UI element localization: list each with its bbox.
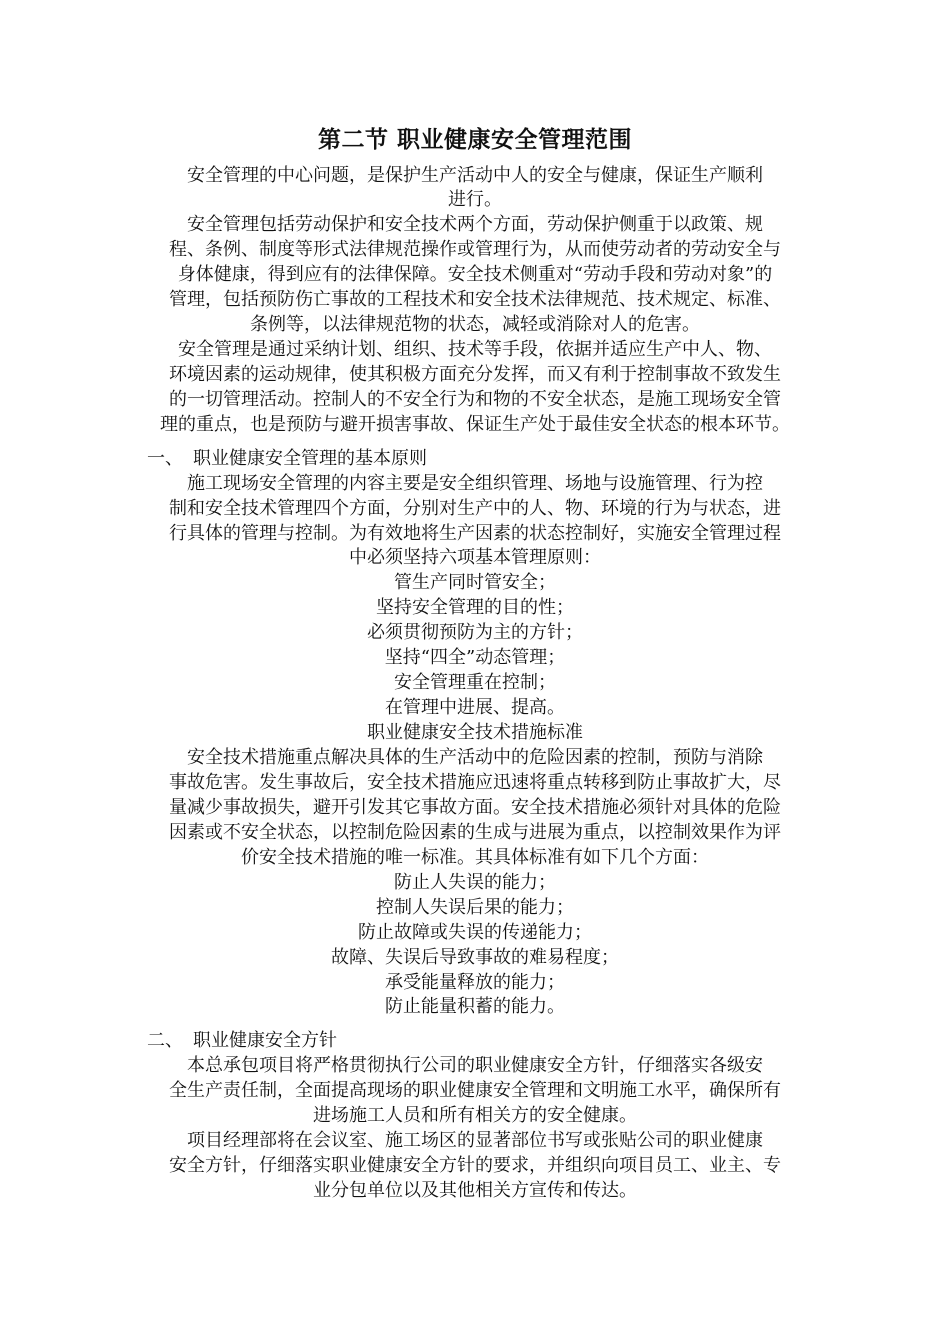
text-line: 安全技术措施重点解决具体的生产活动中的危险因素的控制，预防与消除 [187, 747, 763, 768]
text-line: 安全方针，仔细落实职业健康安全方针的要求，并组织向项目员工、业主、专 [169, 1155, 781, 1176]
text-line: 理的重点，也是预防与避开损害事故、保证生产处于最佳安全状态的根本环节。 [160, 414, 790, 435]
subheading: 职业健康安全技术措施标准 [367, 722, 583, 743]
text-line: 进场施工人员和所有相关方的安全健康。 [313, 1105, 637, 1126]
text-line: 管理，包括预防伤亡事故的工程技术和安全技术法律规范、技术规定、标准、 [169, 289, 781, 310]
text-line: 的一切管理活动。控制人的不安全行为和物的不安全状态，是施工现场安全管 [169, 389, 781, 410]
list-item: 控制人失误后果的能力； [376, 897, 574, 918]
text-line: 行具体的管理与控制。为有效地将生产因素的状态控制好，实施安全管理过程 [169, 523, 781, 544]
text-line: 量减少事故损失，避开引发其它事故方面。安全技术措施必须针对具体的危险 [169, 797, 781, 818]
section-heading-text: 职业健康安全方针 [193, 1030, 337, 1051]
text-line: 制和安全技术管理四个方面，分别对生产中的人、物、环境的行为与状态，进 [169, 498, 781, 519]
list-item: 承受能量释放的能力； [385, 972, 565, 993]
text-line: 价安全技术措施的唯一标准。其具体标准有如下几个方面： [241, 847, 709, 868]
list-item: 故障、失误后导致事故的难易程度； [331, 947, 619, 968]
section-heading-2 [147, 1029, 337, 1053]
list-item: 管生产同时管安全； [394, 572, 556, 593]
list-item: 安全管理重在控制； [394, 672, 556, 693]
text-line: 安全管理包括劳动保护和安全技术两个方面，劳动保护侧重于以政策、规 [187, 214, 763, 235]
list-item: 防止能量积蓄的能力。 [385, 996, 565, 1017]
text-line: 条例等，以法律规范物的状态，减轻或消除对人的危害。 [250, 314, 700, 335]
list-item: 防止故障或失误的传递能力； [358, 922, 592, 943]
text-line: 本总承包项目将严格贯彻执行公司的职业健康安全方针，仔细落实各级安 [187, 1055, 763, 1076]
section-heading-1 [147, 447, 427, 471]
list-item: 坚持“四全”动态管理； [384, 647, 566, 668]
text-line: 程、条例、制度等形式法律规范操作或管理行为，从而使劳动者的劳动安全与 [169, 239, 781, 260]
text-line: 业分包单位以及其他相关方宣传和传达。 [313, 1180, 637, 1201]
text-line: 安全管理的中心问题，是保护生产活动中人的安全与健康，保证生产顺利 [187, 165, 763, 186]
text-line: 事故危害。发生事故后，安全技术措施应迅速将重点转移到防止事故扩大，尽 [169, 772, 781, 793]
section-number: 一、 [147, 448, 183, 469]
text-line: 施工现场安全管理的内容主要是安全组织管理、场地与设施管理、行为控 [187, 473, 763, 494]
text-line: 安全管理是通过采纳计划、组织、技术等手段，依据并适应生产中人、物、 [178, 339, 772, 360]
page-title: 第二节 职业健康安全管理范围 [317, 127, 632, 153]
text-line: 因素或不安全状态，以控制危险因素的生成与进展为重点，以控制效果作为评 [169, 822, 781, 843]
text-line: 身体健康，得到应有的法律保障。安全技术侧重对“劳动手段和劳动对象”的 [177, 264, 773, 285]
section-heading-text: 职业健康安全管理的基本原则 [193, 448, 427, 469]
list-item: 在管理中进展、提高。 [385, 697, 565, 718]
list-item: 必须贯彻预防为主的方针； [367, 622, 583, 643]
list-item: 防止人失误的能力； [394, 872, 556, 893]
text-line: 环境因素的运动规律，使其积极方面充分发挥，而又有利于控制事故不致发生 [169, 364, 781, 385]
text-line: 进行。 [448, 189, 502, 210]
text-line: 全生产责任制，全面提高现场的职业健康安全管理和文明施工水平，确保所有 [169, 1080, 781, 1101]
text-line: 项目经理部将在会议室、施工场区的显著部位书写或张贴公司的职业健康 [187, 1130, 763, 1151]
text-line: 中必须坚持六项基本管理原则： [349, 547, 601, 568]
section-number: 二、 [147, 1030, 183, 1051]
list-item: 坚持安全管理的目的性； [376, 597, 574, 618]
